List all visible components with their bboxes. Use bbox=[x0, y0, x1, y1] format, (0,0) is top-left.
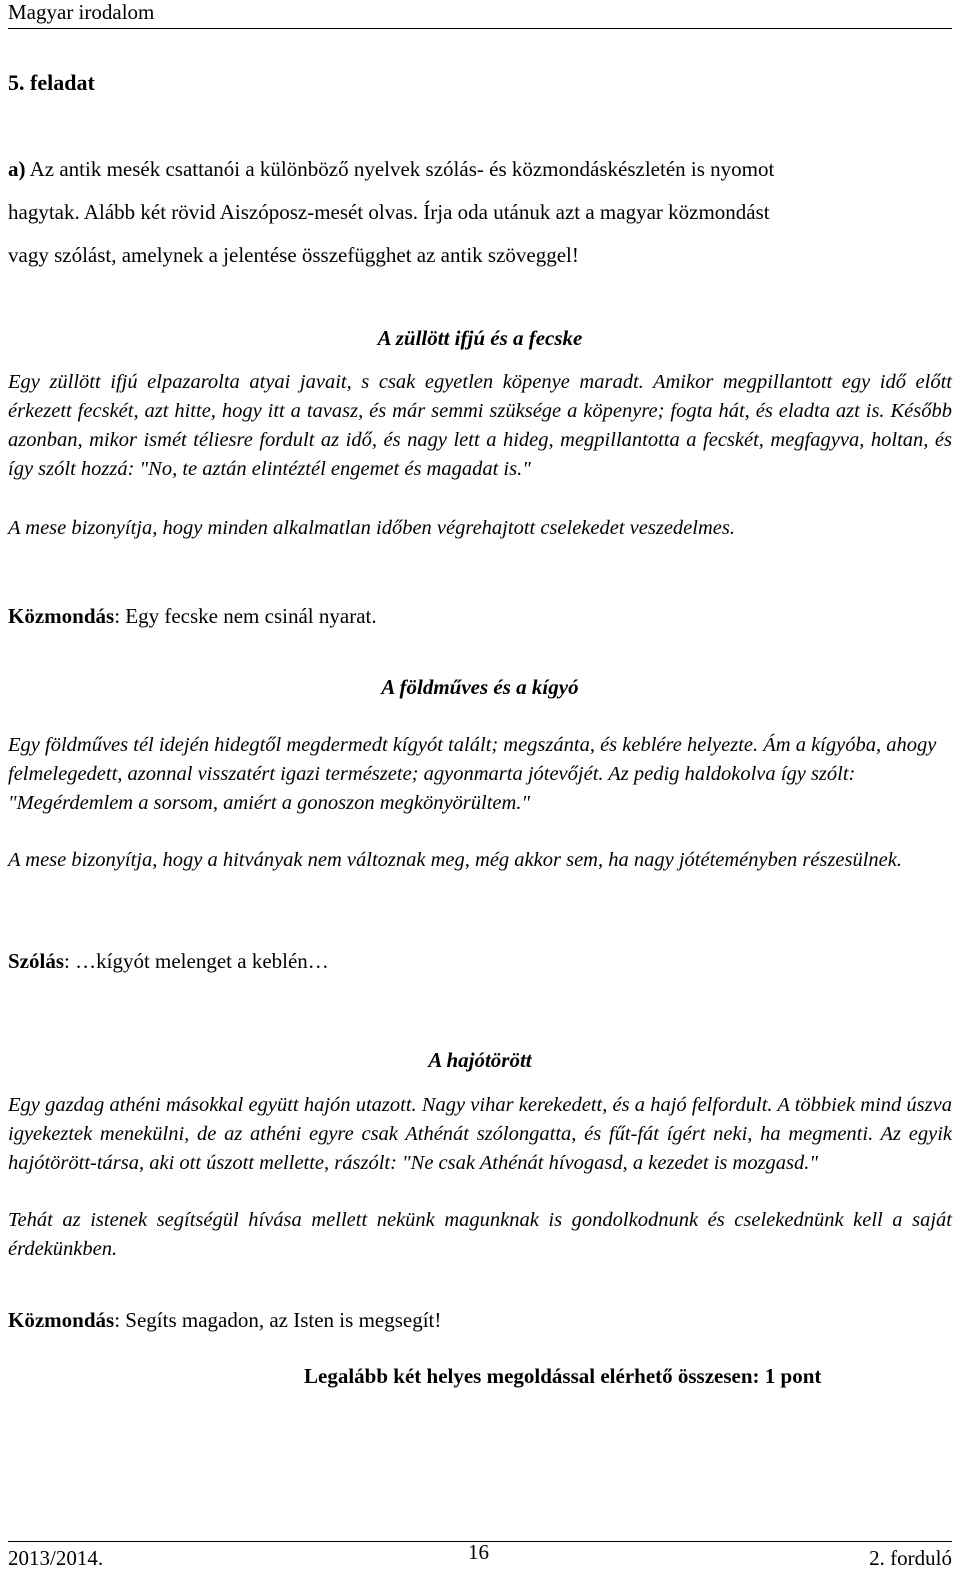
answer-text-2: …kígyót melenget a keblén… bbox=[75, 949, 329, 973]
fable-text-2: Egy földműves tél idején hidegtől megdermedt kígyót talált; megszánta, és keblére helyezte. Ám a kígyóba, ahogy felmelegedett, azonnal visszatért igazi természete; agyonmarta jótevőjét. Az pedig haldokolva így szólt: "Megérdemlem a sorsom, amiért a gonoszon megkönyörültem." bbox=[8, 734, 937, 814]
fable-moral-2: A mese bizonyítja, hogy a hitványak nem változnak meg, még akkor sem, ha nagy jótéteményben részesülnek. bbox=[8, 849, 902, 871]
fable-answer-2: Szólás: …kígyót melenget a keblén… bbox=[8, 949, 329, 973]
task-title: 5. feladat bbox=[8, 70, 95, 95]
answer-text-1: Egy fecske nem csinál nyarat. bbox=[125, 604, 377, 628]
task-intro-line-1: a) Az antik mesék csattanói a különböző nyelvek szólás- és közmondáskészletén is nyomot bbox=[8, 157, 775, 181]
fable-text-3: Egy gazdag athéni másokkal együtt hajón utazott. Nagy vihar kerekedett, és a hajó felfordult. A többiek mind úszva igyekeztek menekülni, de az athéni egyre csak Athénát szólongatta, és fűt-fát ígért neki, ha megmenti. Az egyik hajótörött-társa, aki ott úszott mellette, rászólt: "Ne csak Athénát hívogasd, a kezedet is mozgasd." bbox=[8, 1094, 952, 1174]
fable-moral-1: A mese bizonyítja, hogy minden alkalmatlan időben végrehajtott cselekedet veszedelmes. bbox=[8, 517, 735, 539]
fable-title-3: A hajótörött bbox=[428, 1048, 532, 1072]
fable-title-1: A züllött ifjú és a fecske bbox=[377, 326, 583, 350]
answer-label-2: Szólás bbox=[8, 949, 65, 973]
answer-label-1: Közmondás bbox=[8, 604, 115, 628]
task-intro bbox=[8, 148, 952, 277]
fable-answer-3: Közmondás: Segíts magadon, az Isten is megsegít! bbox=[8, 1308, 442, 1332]
answer-text-3: Segíts magadon, az Isten is megsegít! bbox=[125, 1308, 442, 1332]
footer-year: 2013/2014. bbox=[8, 1546, 104, 1570]
page-header: Magyar irodalom bbox=[8, 0, 155, 24]
task-intro-line-2: hagytak. Alább két rövid Aiszóposz-mesét olvas. Írja oda utánuk azt a magyar közmondást bbox=[8, 200, 770, 224]
footer-round: 2. forduló bbox=[869, 1546, 952, 1570]
task-intro-line-3: vagy szólást, amelynek a jelentése összefügghet az antik szöveggel! bbox=[8, 243, 579, 267]
answer-label-3: Közmondás bbox=[8, 1308, 115, 1332]
fable-text-1: Egy züllött ifjú elpazarolta atyai javait, s csak egyetlen köpenye maradt. Amikor megpillantott egy idő előtt érkezett fecskét, azt hitte, hogy itt a tavasz, és már semmi szüksége a köpenyre; fogta hát, és eladta azt is. Később azonban, mikor ismét téliesre fordult az idő, és nagy lett a hideg, megpillantotta a fecskét, megfagyva, holtan, és így szólt hozzá: "No, te aztán elintéztél engemet és magadat is." bbox=[8, 371, 952, 480]
score-note: Legalább két helyes megoldással elérhető összesen: 1 pont bbox=[304, 1364, 822, 1388]
fable-moral-3: Tehát az istenek segítségül hívása mellett nekünk magunknak is gondolkodnunk és cselekednünk kell a saját érdekünkben. bbox=[8, 1209, 952, 1260]
task-intro-label: a) bbox=[8, 157, 26, 181]
fable-answer-1: Közmondás: Egy fecske nem csinál nyarat. bbox=[8, 604, 377, 628]
header-divider bbox=[8, 28, 952, 29]
fable-title-2: A földműves és a kígyó bbox=[381, 675, 579, 699]
page-number: 16 bbox=[468, 1540, 489, 1564]
